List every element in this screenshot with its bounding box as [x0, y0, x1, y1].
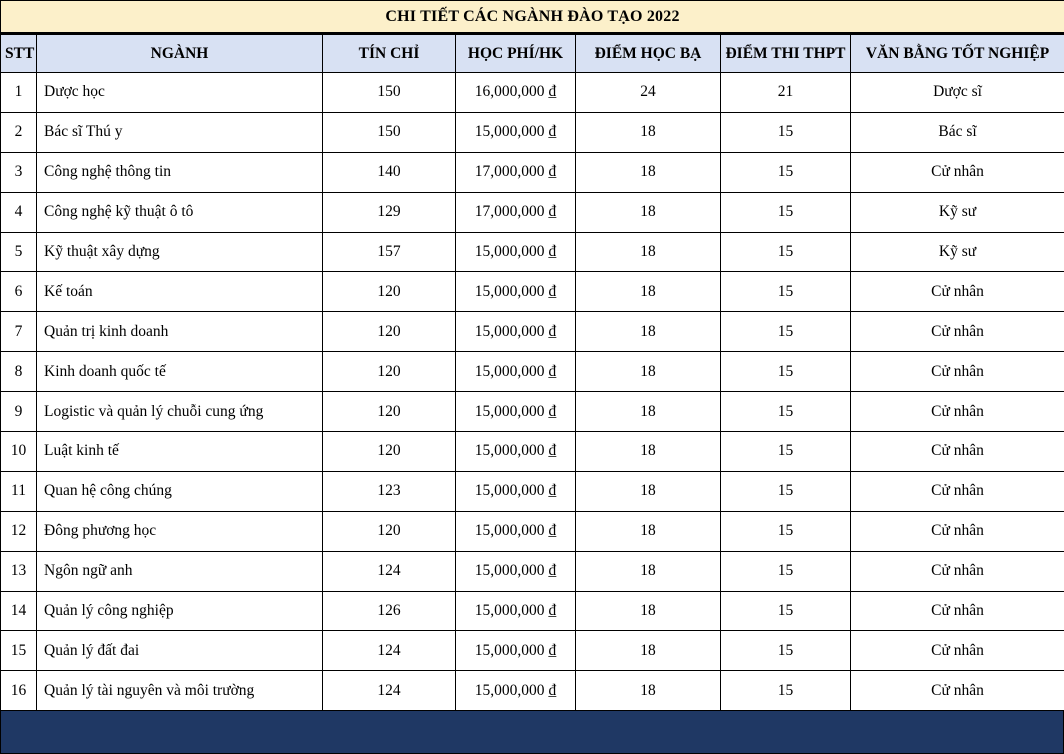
cell-nganh: Quan hệ công chúng [37, 471, 323, 511]
cell-van-bang: Dược sĩ [851, 73, 1064, 113]
cell-stt: 14 [1, 591, 37, 631]
cell-hoc-phi: 15,000,000 ₫ [456, 591, 576, 631]
cell-van-bang: Cử nhân [851, 392, 1064, 432]
table-row [1, 232, 1064, 272]
cell-van-bang: Cử nhân [851, 312, 1064, 352]
cell-stt: 2 [1, 112, 37, 152]
cell-stt: 1 [1, 73, 37, 113]
table-title: CHI TIẾT CÁC NGÀNH ĐÀO TẠO 2022 [1, 1, 1064, 34]
cell-hoc-phi: 15,000,000 ₫ [456, 112, 576, 152]
cell-diem-hoc-ba: 18 [576, 551, 721, 591]
title-row [1, 1, 1064, 34]
cell-diem-hoc-ba: 18 [576, 192, 721, 232]
cell-hoc-phi: 15,000,000 ₫ [456, 631, 576, 671]
cell-van-bang: Cử nhân [851, 432, 1064, 472]
cell-hoc-phi: 15,000,000 ₫ [456, 352, 576, 392]
cell-diem-thi-thpt: 15 [721, 471, 851, 511]
cell-hoc-phi: 15,000,000 ₫ [456, 511, 576, 551]
cell-tin-chi: 120 [323, 511, 456, 551]
cell-stt: 13 [1, 551, 37, 591]
cell-diem-thi-thpt: 15 [721, 112, 851, 152]
cell-nganh: Logistic và quản lý chuỗi cung ứng [37, 392, 323, 432]
table-row [1, 471, 1064, 511]
table-row [1, 352, 1064, 392]
col-header-hoc-phi: HỌC PHÍ/HK [456, 34, 576, 73]
col-header-diem-thi-thpt: ĐIỂM THI THPT [721, 34, 851, 73]
cell-van-bang: Cử nhân [851, 671, 1064, 711]
cell-hoc-phi: 15,000,000 ₫ [456, 432, 576, 472]
col-header-stt: STT [1, 34, 37, 73]
cell-nganh: Kế toán [37, 272, 323, 312]
col-header-tin-chi: TÍN CHỈ [323, 34, 456, 73]
header-row [1, 34, 1064, 73]
cell-tin-chi: 150 [323, 112, 456, 152]
cell-nganh: Đông phương học [37, 511, 323, 551]
cell-diem-thi-thpt: 15 [721, 671, 851, 711]
cell-hoc-phi: 15,000,000 ₫ [456, 471, 576, 511]
cell-diem-thi-thpt: 15 [721, 272, 851, 312]
cell-tin-chi: 124 [323, 671, 456, 711]
cell-diem-thi-thpt: 21 [721, 73, 851, 113]
cell-nganh: Bác sĩ Thú y [37, 112, 323, 152]
cell-nganh: Quản lý công nghiệp [37, 591, 323, 631]
cell-nganh: Công nghệ kỹ thuật ô tô [37, 192, 323, 232]
cell-hoc-phi: 15,000,000 ₫ [456, 312, 576, 352]
cell-van-bang: Cử nhân [851, 471, 1064, 511]
cell-nganh: Kỹ thuật xây dựng [37, 232, 323, 272]
cell-stt: 7 [1, 312, 37, 352]
cell-diem-thi-thpt: 15 [721, 591, 851, 631]
table-row [1, 671, 1064, 711]
cell-diem-hoc-ba: 18 [576, 272, 721, 312]
cell-hoc-phi: 15,000,000 ₫ [456, 671, 576, 711]
next-section-row-partial [0, 711, 1064, 754]
cell-diem-thi-thpt: 15 [721, 232, 851, 272]
cell-tin-chi: 150 [323, 73, 456, 113]
table-row [1, 112, 1064, 152]
cell-nganh: Công nghệ thông tin [37, 152, 323, 192]
cell-stt: 10 [1, 432, 37, 472]
cell-diem-thi-thpt: 15 [721, 152, 851, 192]
cell-tin-chi: 120 [323, 432, 456, 472]
cell-nganh: Quản lý tài nguyên và môi trường [37, 671, 323, 711]
cell-tin-chi: 120 [323, 272, 456, 312]
cell-diem-hoc-ba: 18 [576, 432, 721, 472]
cell-stt: 6 [1, 272, 37, 312]
cell-van-bang: Bác sĩ [851, 112, 1064, 152]
cell-tin-chi: 124 [323, 631, 456, 671]
col-header-diem-hoc-ba: ĐIỂM HỌC BẠ [576, 34, 721, 73]
table-row [1, 551, 1064, 591]
cell-van-bang: Cử nhân [851, 511, 1064, 551]
cell-stt: 3 [1, 152, 37, 192]
col-header-nganh: NGÀNH [37, 34, 323, 73]
table-row [1, 73, 1064, 113]
cell-diem-thi-thpt: 15 [721, 192, 851, 232]
cell-nganh: Luật kinh tế [37, 432, 323, 472]
cell-stt: 5 [1, 232, 37, 272]
table-row [1, 192, 1064, 232]
cell-diem-hoc-ba: 18 [576, 312, 721, 352]
cell-stt: 9 [1, 392, 37, 432]
cell-stt: 16 [1, 671, 37, 711]
cell-hoc-phi: 15,000,000 ₫ [456, 551, 576, 591]
cell-diem-thi-thpt: 15 [721, 511, 851, 551]
cell-diem-hoc-ba: 18 [576, 112, 721, 152]
cell-van-bang: Cử nhân [851, 152, 1064, 192]
cell-nganh: Quản trị kinh doanh [37, 312, 323, 352]
table-row [1, 152, 1064, 192]
cell-diem-hoc-ba: 18 [576, 232, 721, 272]
cell-van-bang: Kỹ sư [851, 192, 1064, 232]
table-row [1, 591, 1064, 631]
table-row [1, 432, 1064, 472]
table-row [1, 631, 1064, 671]
cell-nganh: Dược học [37, 73, 323, 113]
cell-diem-thi-thpt: 15 [721, 352, 851, 392]
cell-tin-chi: 126 [323, 591, 456, 631]
cell-tin-chi: 129 [323, 192, 456, 232]
cell-hoc-phi: 15,000,000 ₫ [456, 272, 576, 312]
col-header-van-bang: VĂN BẰNG TỐT NGHIỆP [851, 34, 1064, 73]
cell-stt: 11 [1, 471, 37, 511]
cell-nganh: Quản lý đất đai [37, 631, 323, 671]
table-body [1, 73, 1064, 711]
cell-diem-hoc-ba: 18 [576, 352, 721, 392]
cell-tin-chi: 120 [323, 352, 456, 392]
cell-diem-hoc-ba: 18 [576, 511, 721, 551]
cell-diem-hoc-ba: 18 [576, 671, 721, 711]
cell-van-bang: Cử nhân [851, 272, 1064, 312]
table-row [1, 392, 1064, 432]
cell-diem-hoc-ba: 18 [576, 471, 721, 511]
table-row [1, 511, 1064, 551]
cell-nganh: Kinh doanh quốc tế [37, 352, 323, 392]
cell-stt: 4 [1, 192, 37, 232]
cell-tin-chi: 140 [323, 152, 456, 192]
cell-diem-hoc-ba: 18 [576, 392, 721, 432]
cell-diem-thi-thpt: 15 [721, 312, 851, 352]
cell-diem-thi-thpt: 15 [721, 551, 851, 591]
cell-hoc-phi: 15,000,000 ₫ [456, 392, 576, 432]
table-row [1, 312, 1064, 352]
cell-diem-hoc-ba: 24 [576, 73, 721, 113]
cell-stt: 8 [1, 352, 37, 392]
cell-van-bang: Cử nhân [851, 551, 1064, 591]
cell-tin-chi: 123 [323, 471, 456, 511]
cell-nganh: Ngôn ngữ anh [37, 551, 323, 591]
cell-diem-hoc-ba: 18 [576, 152, 721, 192]
cell-tin-chi: 124 [323, 551, 456, 591]
cell-van-bang: Cử nhân [851, 631, 1064, 671]
cell-diem-thi-thpt: 15 [721, 631, 851, 671]
cell-stt: 12 [1, 511, 37, 551]
cell-van-bang: Kỹ sư [851, 232, 1064, 272]
cell-diem-thi-thpt: 15 [721, 432, 851, 472]
cell-van-bang: Cử nhân [851, 591, 1064, 631]
table-row [1, 272, 1064, 312]
cell-hoc-phi: 16,000,000 ₫ [456, 73, 576, 113]
cell-tin-chi: 157 [323, 232, 456, 272]
cell-diem-hoc-ba: 18 [576, 631, 721, 671]
cell-stt: 15 [1, 631, 37, 671]
cell-tin-chi: 120 [323, 312, 456, 352]
cell-hoc-phi: 17,000,000 ₫ [456, 152, 576, 192]
cell-diem-hoc-ba: 18 [576, 591, 721, 631]
cell-diem-thi-thpt: 15 [721, 392, 851, 432]
cell-van-bang: Cử nhân [851, 352, 1064, 392]
cell-hoc-phi: 15,000,000 ₫ [456, 232, 576, 272]
cell-tin-chi: 120 [323, 392, 456, 432]
cell-hoc-phi: 17,000,000 ₫ [456, 192, 576, 232]
